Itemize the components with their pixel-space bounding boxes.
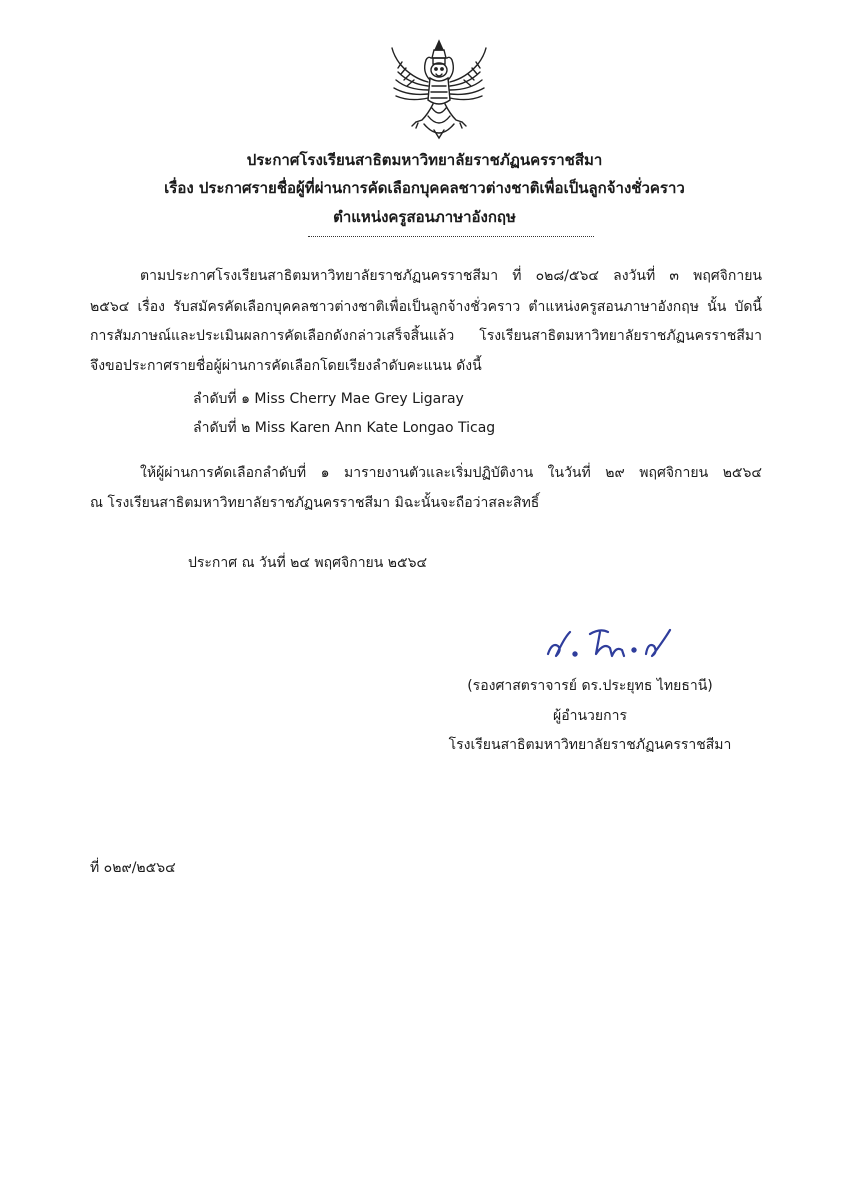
garuda-emblem-icon [388,38,490,146]
body-paragraph-line: การสัมภาษณ์และประเมินผลการคัดเลือกดังกล่าวเสร็จสิ้นแล้ว โรงเรียนสาธิตมหาวิทยาลัยราชภัฏนครราชสีมา [90,328,762,344]
signer-title: ผู้อำนวยการ [553,708,627,724]
dotted-divider [308,236,594,237]
body-paragraph-line: จึงขอประกาศรายชื่อผู้ผ่านการคัดเลือกโดยเรียงลำดับคะแนน ดังนี้ [90,358,482,374]
announcement-position: ตำแหน่งครูสอนภาษาอังกฤษ [333,208,516,226]
signer-organization: โรงเรียนสาธิตมหาวิทยาลัยราชภัฏนครราชสีมา [448,737,732,753]
body-paragraph-line: ตามประกาศโรงเรียนสาธิตมหาวิทยาลัยราชภัฏนครราชสีมา ที่ ๐๒๘/๕๖๔ ลงวันที่ ๓ พฤศจิกายน [140,268,762,284]
report-instruction-line: ณ โรงเรียนสาธิตมหาวิทยาลัยราชภัฏนครราชสีมา มิฉะนั้นจะถือว่าสละสิทธิ์ [90,495,540,511]
handwritten-signature [542,620,692,664]
report-instruction-line: ให้ผู้ผ่านการคัดเลือกลำดับที่ ๑ มารายงานตัวและเริ่มปฏิบัติงาน ในวันที่ ๒๙ พฤศจิกายน ๒๕๖๔ [140,465,762,481]
document-number: ที่ ๐๒๙/๒๕๖๔ [90,860,176,876]
announcement-subject: เรื่อง ประกาศรายชื่อผู้ที่ผ่านการคัดเลือกบุคคลชาวต่างชาติเพื่อเป็นลูกจ้างชั่วคราว [164,179,685,197]
ranking-item: ลำดับที่ ๑ Miss Cherry Mae Grey Ligaray [193,391,464,407]
signer-name: (รองศาสตราจารย์ ดร.ประยุทธ ไทยธานี) [467,678,713,694]
body-paragraph-line: ๒๕๖๔ เรื่อง รับสมัครคัดเลือกบุคคลชาวต่างชาติเพื่อเป็นลูกจ้างชั่วคราว ตำแหน่งครูสอนภาษาอังกฤษ นั้น บัดนี้ [90,299,762,315]
announcement-title: ประกาศโรงเรียนสาธิตมหาวิทยาลัยราชภัฏนครราชสีมา [246,151,603,169]
announcement-date: ประกาศ ณ วันที่ ๒๔ พฤศจิกายน ๒๕๖๔ [188,555,428,571]
ranking-item: ลำดับที่ ๒ Miss Karen Ann Kate Longao Ticag [193,420,496,436]
